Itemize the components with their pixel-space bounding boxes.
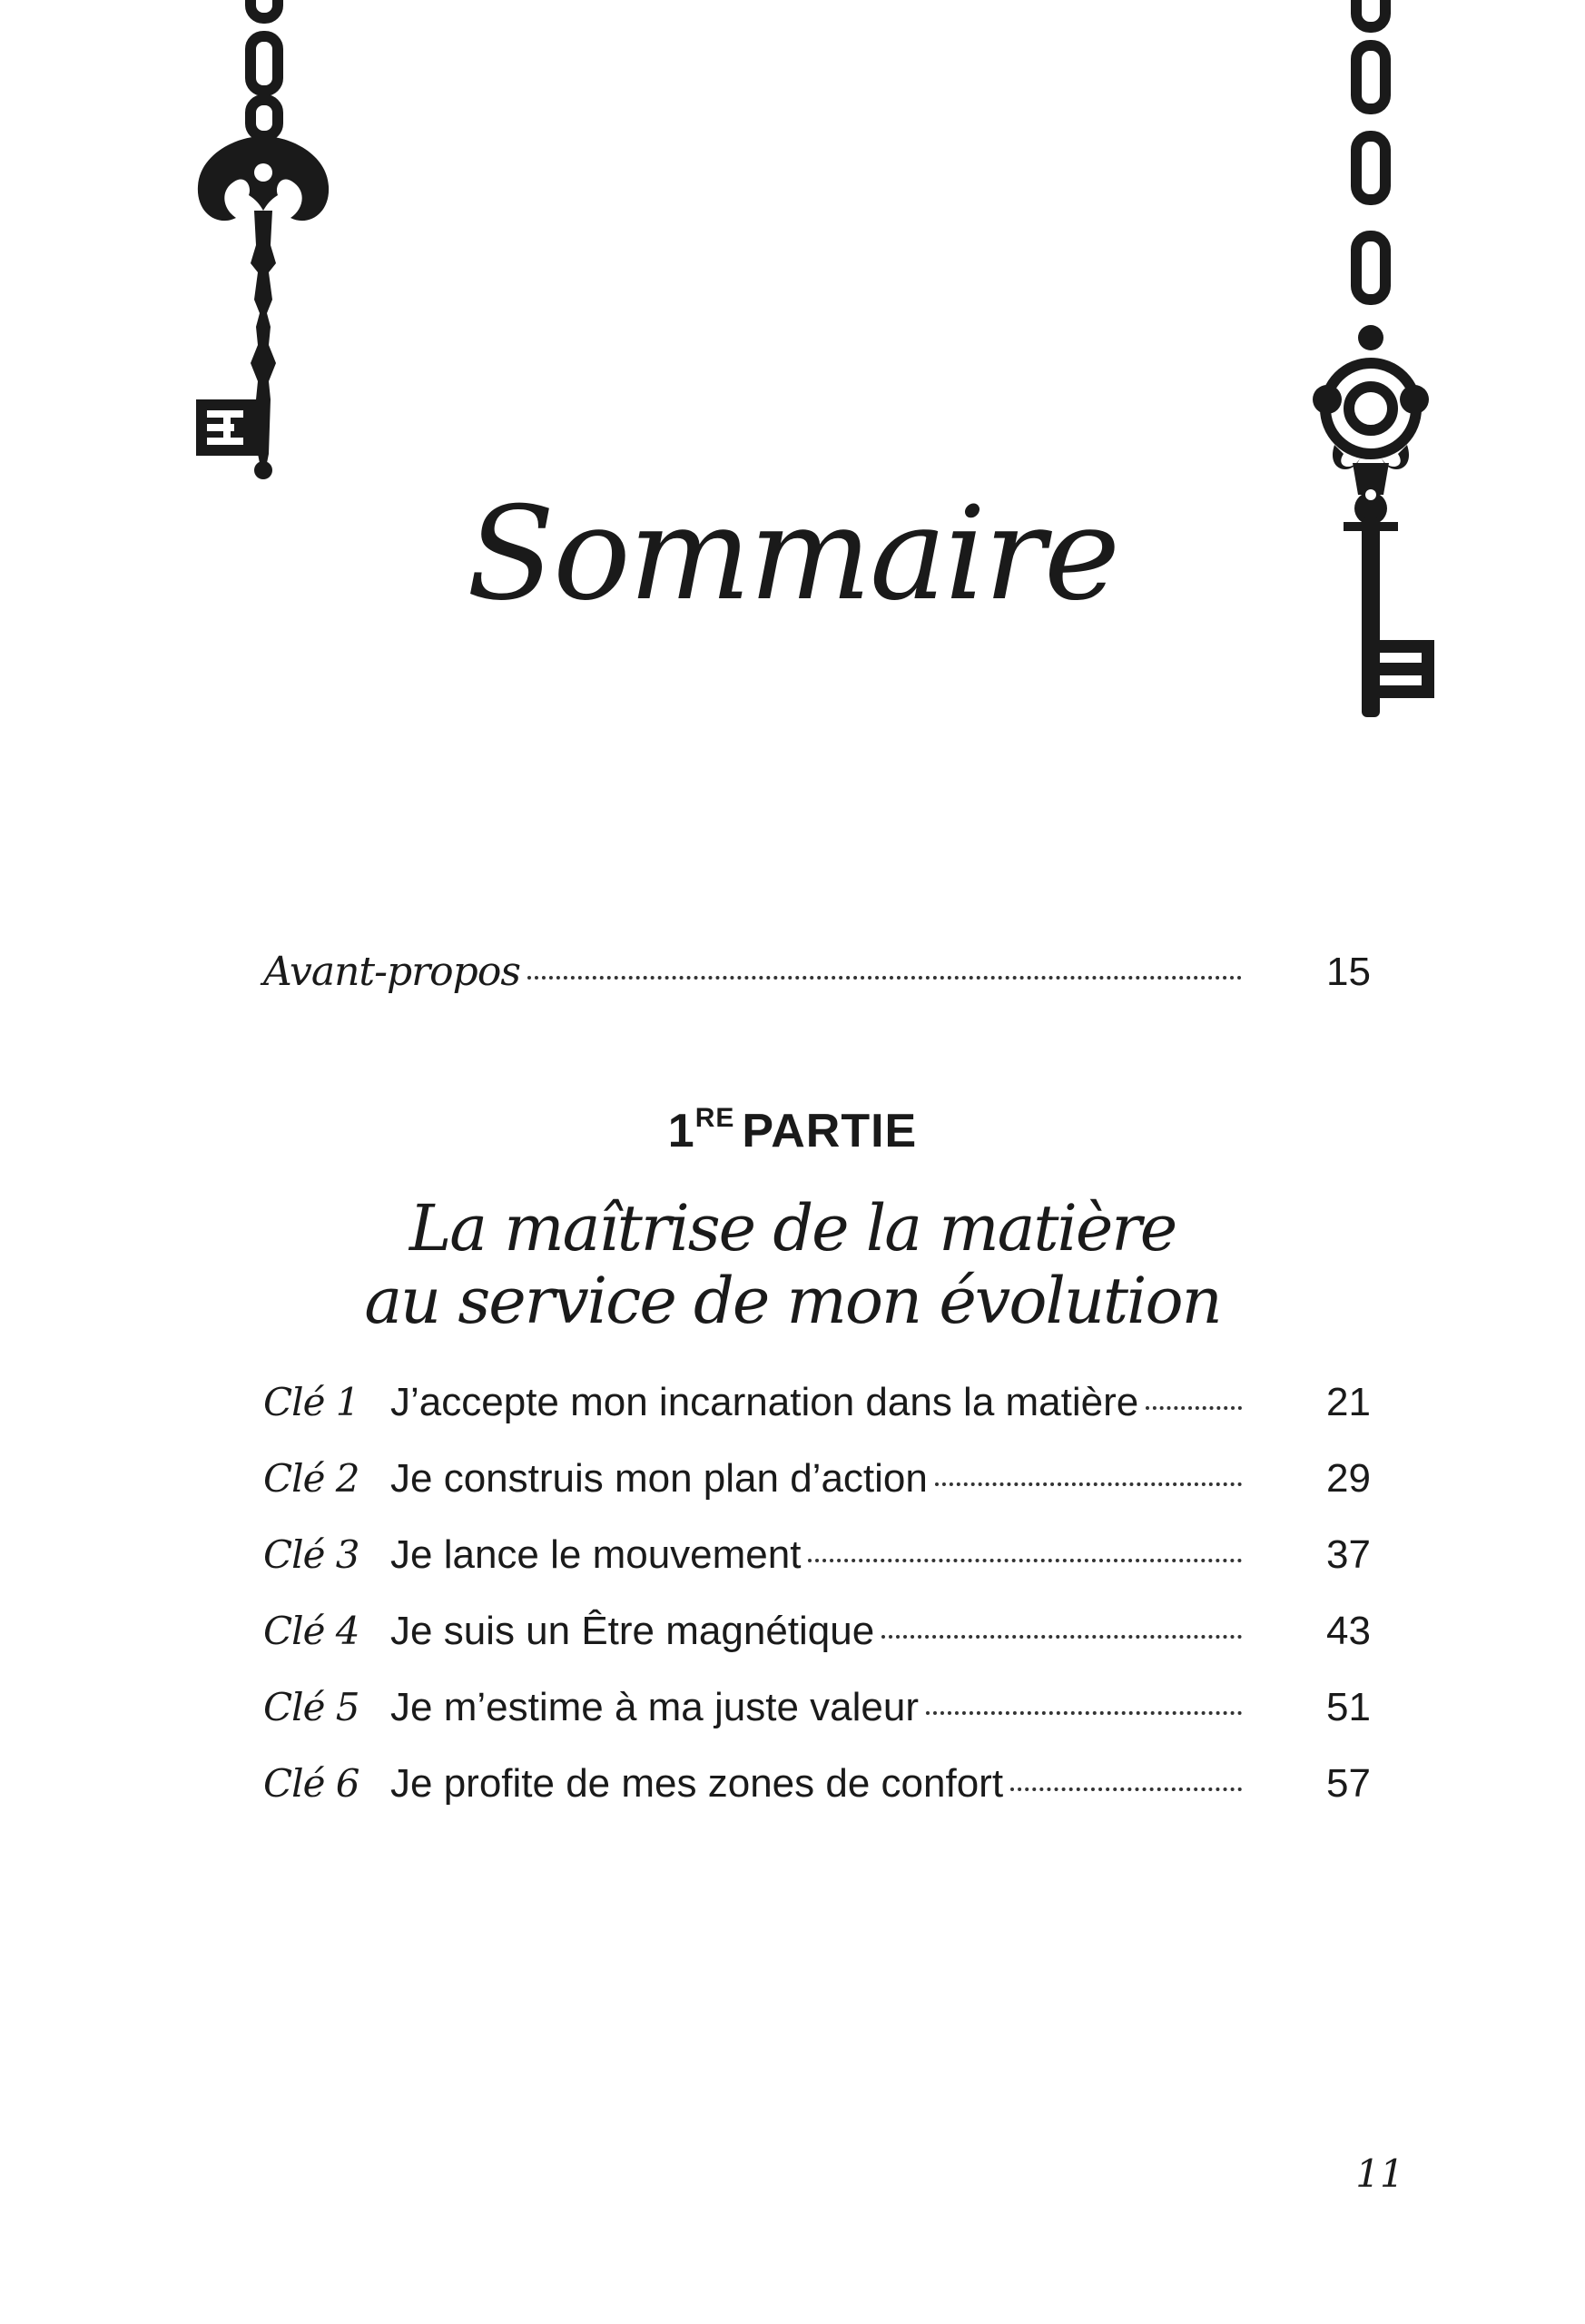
foreword-label: Avant-propos [263,949,520,995]
toc-entry[interactable] [263,1380,1371,1434]
key-number: Clé 2 [263,1456,359,1501]
part-subtitle-line-2: au service de mon évolution [364,1264,1221,1338]
key-number: Clé 3 [263,1532,359,1577]
key-number: Clé 4 [263,1609,359,1653]
part-word: PARTIE [742,1105,918,1157]
part-number-suffix: RE [694,1103,735,1133]
dot-leader [881,1634,1242,1639]
toc-entry[interactable] [263,1456,1371,1511]
entry-title: Je construis mon plan d’action [390,1456,928,1501]
hanging-key-icon [182,0,345,490]
entry-title: Je lance le mouvement [390,1532,802,1577]
part-heading [0,1103,1585,1158]
toc-entry-foreword[interactable] [263,949,1371,1003]
dot-leader [527,975,1242,980]
toc-entry[interactable] [263,1761,1371,1816]
dot-leader [808,1558,1242,1562]
page-number: 21 [1326,1380,1371,1424]
part-number: 1 [667,1105,695,1157]
folio: 11 [1355,2152,1404,2196]
key-number: Clé 6 [263,1761,359,1806]
toc-entry[interactable] [263,1609,1371,1663]
page-number: 37 [1326,1532,1371,1577]
entry-title: J’accepte mon incarnation dans la matière [390,1380,1139,1424]
key-number: Clé 5 [263,1685,359,1729]
dot-leader [935,1482,1242,1486]
page-number: 43 [1326,1609,1371,1653]
page-number: 57 [1326,1761,1371,1806]
dot-leader [926,1710,1242,1715]
entry-title: Je m’estime à ma juste valeur [390,1685,919,1729]
page-title: Sommaire [466,479,1119,629]
page-number: 15 [1326,950,1371,994]
page-number: 51 [1326,1685,1371,1729]
entry-title: Je profite de mes zones de confort [390,1761,1004,1806]
toc-entry[interactable] [263,1532,1371,1587]
page-number: 29 [1326,1456,1371,1501]
key-number: Clé 1 [263,1380,359,1424]
dot-leader [1010,1787,1242,1791]
part-subtitle-line-1: La maîtrise de la matière [409,1191,1176,1265]
toc-entry[interactable] [263,1685,1371,1739]
entry-title: Je suis un Être magnétique [390,1609,875,1653]
dot-leader [1146,1405,1242,1410]
